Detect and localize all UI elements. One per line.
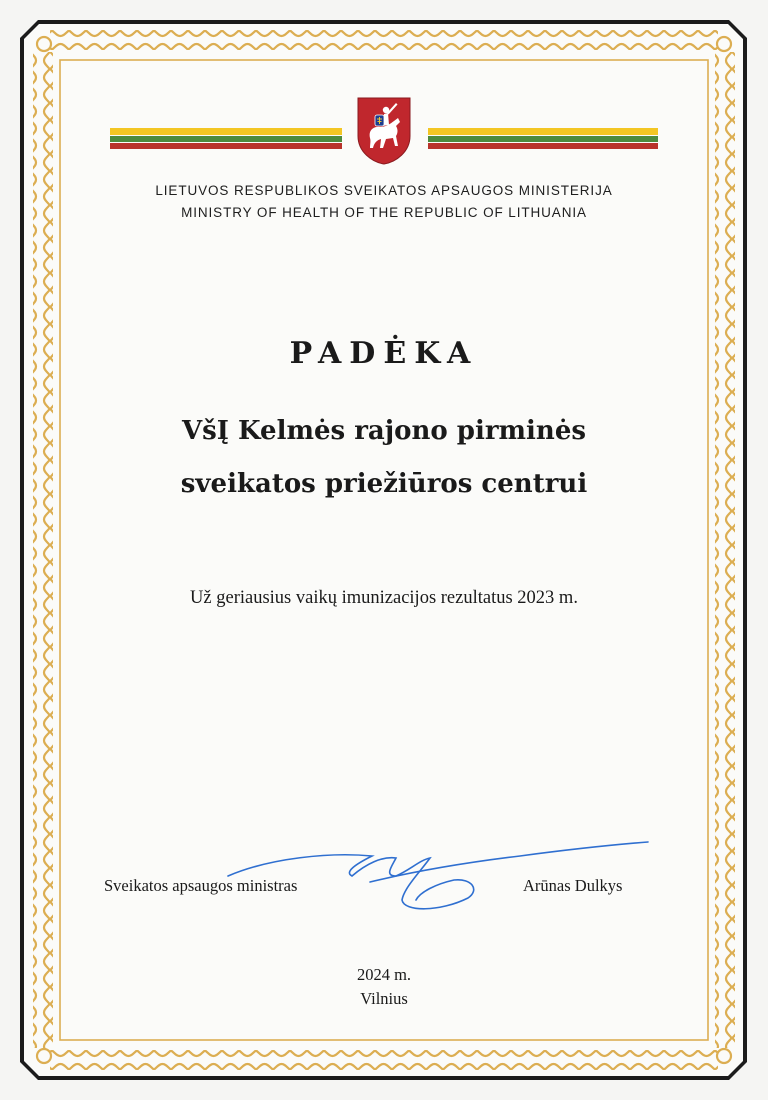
recipient-line-2: sveikatos priežiūros centrui <box>180 469 588 499</box>
signatory-position: Sveikatos apsaugos ministras <box>104 876 298 895</box>
award-reason: Už geriausius vaikų imunizacijos rezultatus 2023 m. <box>190 588 578 608</box>
issue-place: Vilnius <box>360 989 408 1008</box>
ministry-name-lt: LIETUVOS RESPUBLIKOS SVEIKATOS APSAUGOS MINISTERIJA <box>155 183 613 198</box>
recipient-line-1: VšĮ Kelmės rajono pirminės <box>181 416 587 446</box>
certificate-title: PADĖKA <box>289 336 479 371</box>
ministry-name-en: MINISTRY OF HEALTH OF THE REPUBLIC OF LITHUANIA <box>181 205 587 220</box>
issue-date: 2024 m. <box>356 965 412 984</box>
signatory-name: Arūnas Dulkys <box>523 876 623 895</box>
